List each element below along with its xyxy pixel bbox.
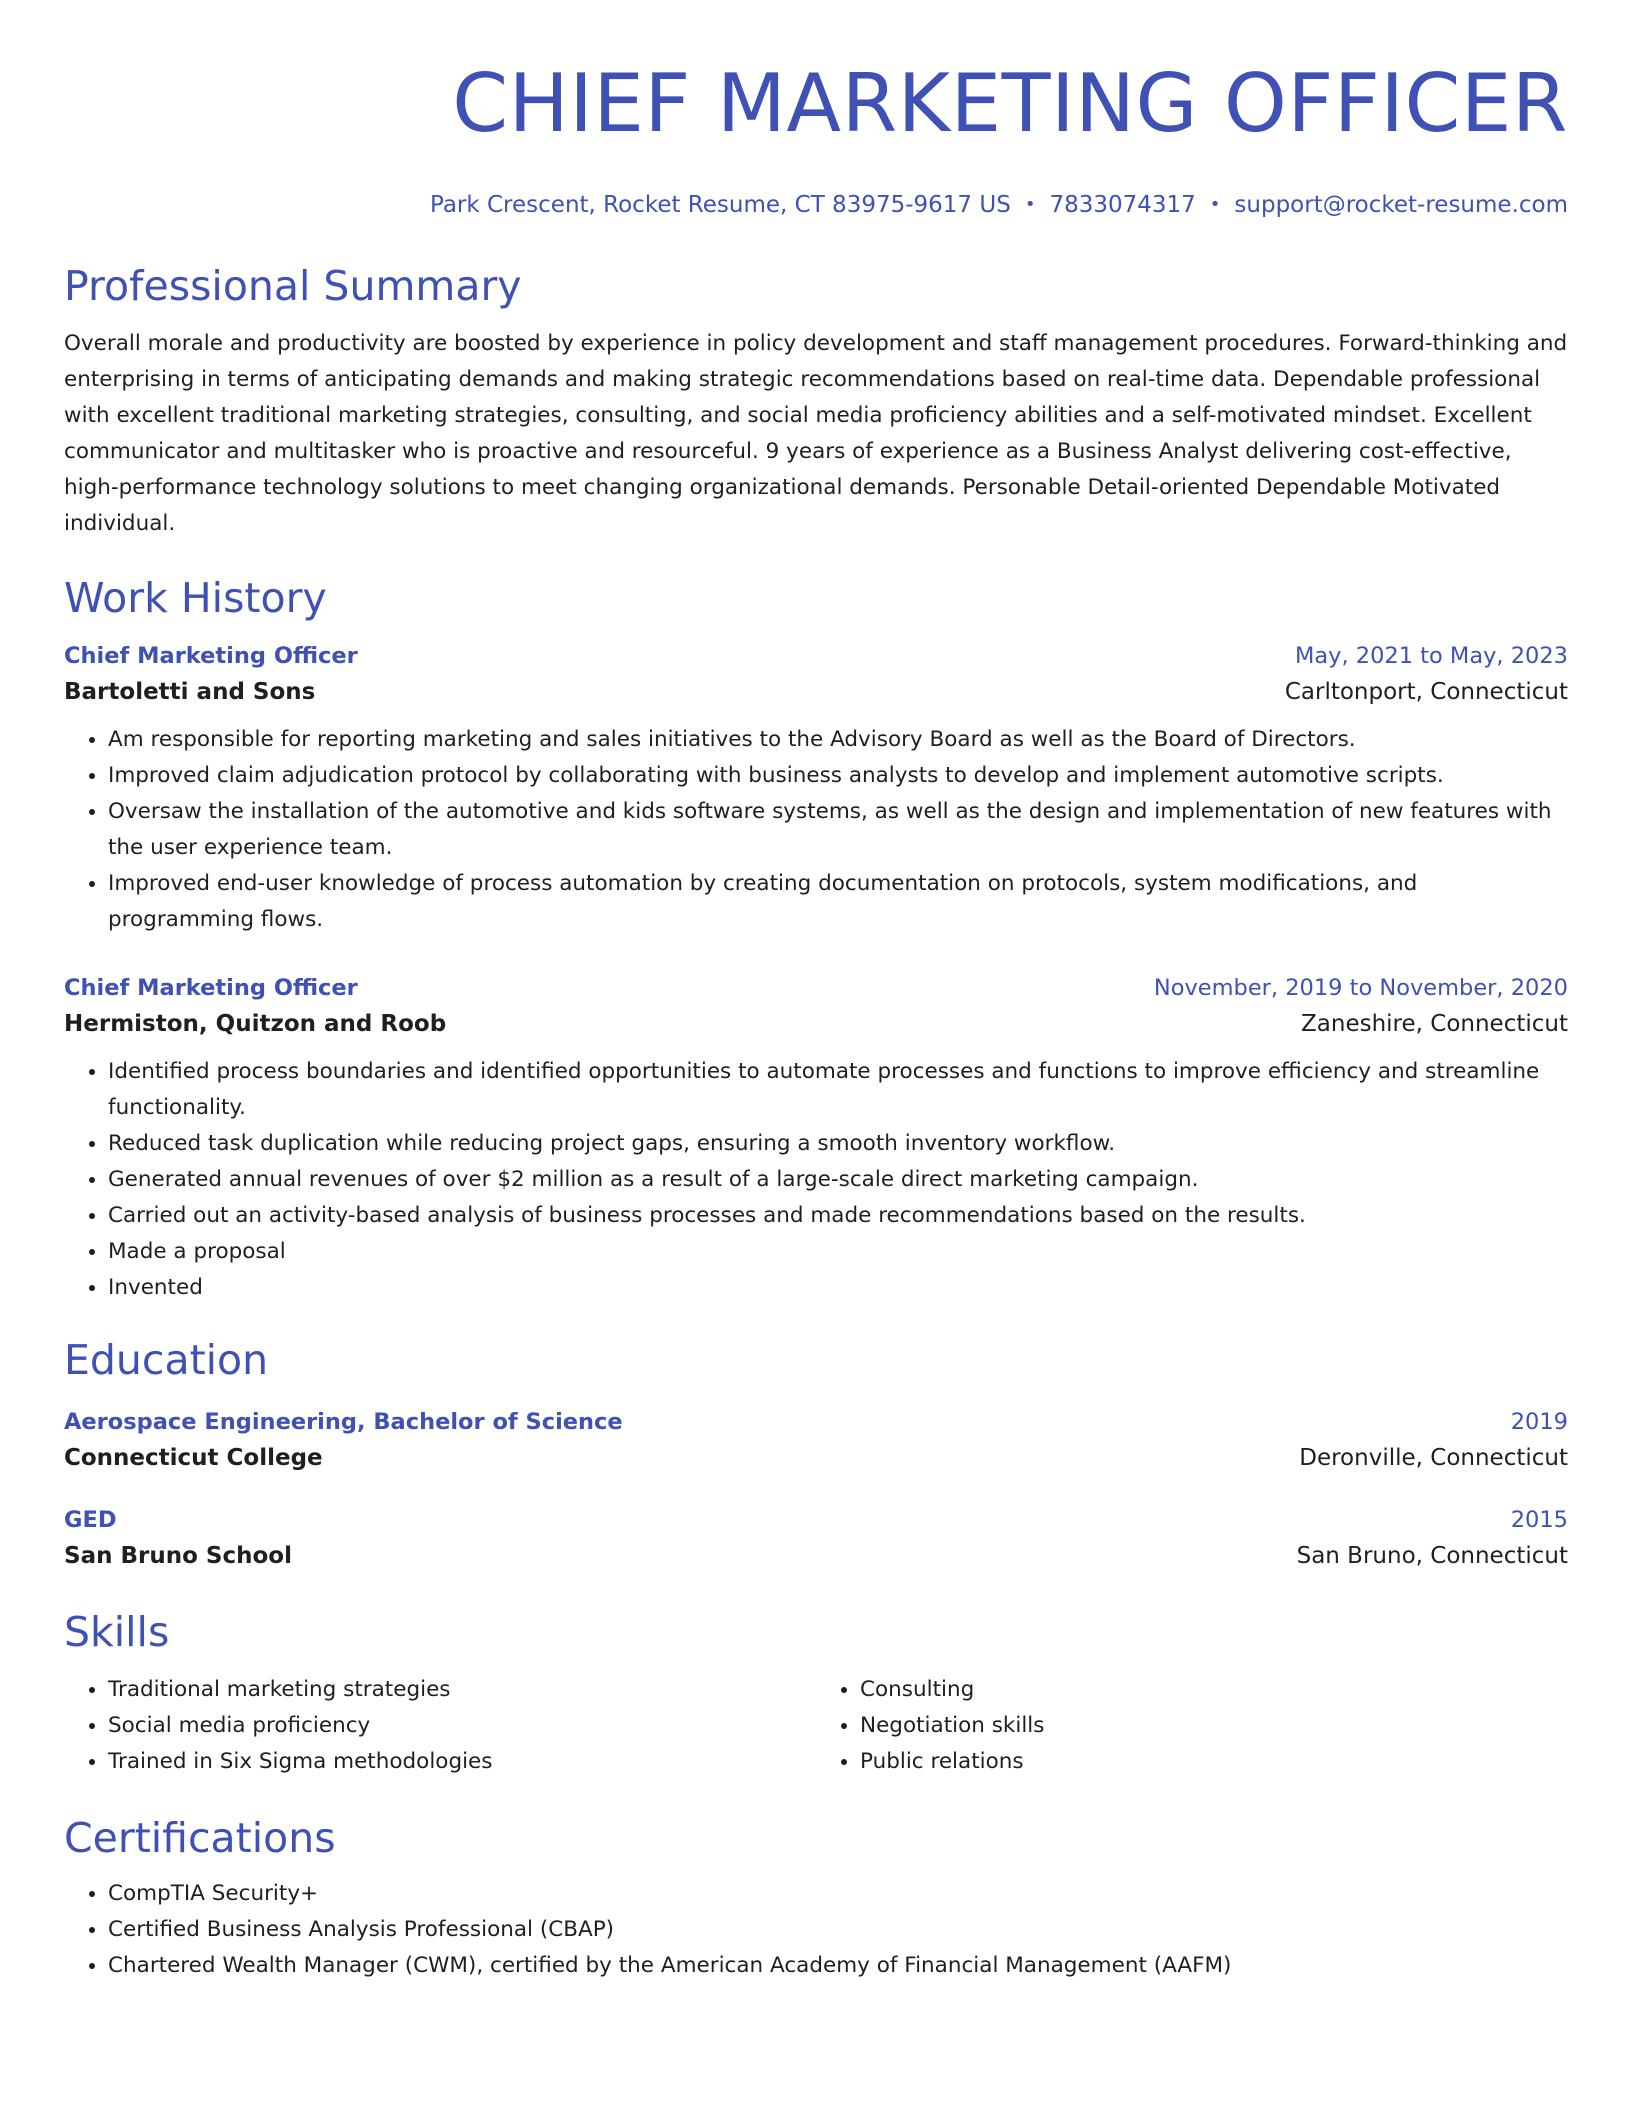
job-bullet: • Generated annual revenues of over $2 million as a result of a large-scale direct marketing campaign. <box>108 1162 1568 1198</box>
contact-separator: • <box>1024 194 1036 215</box>
job-bullet: • Invented <box>108 1270 1568 1306</box>
work-history-heading: Work History <box>64 574 327 622</box>
job-location: Zaneshire, Connecticut <box>1301 1011 1568 1037</box>
job-location: Carltonport, Connecticut <box>1284 679 1568 705</box>
job-bullet: • Made a proposal <box>108 1234 1568 1270</box>
skills-grid <box>64 1672 1568 1780</box>
resume-title: CHIEF MARKETING OFFICER <box>452 57 1568 150</box>
skills-list-right <box>816 1672 1568 1780</box>
job-dates: May, 2021 to May, 2023 <box>1294 643 1568 669</box>
skill-item: • Negotiation skills <box>860 1708 1568 1744</box>
certifications-heading: Certifications <box>64 1814 336 1862</box>
skill-item: • Trained in Six Sigma methodologies <box>108 1744 816 1780</box>
skill-item: • Traditional marketing strategies <box>108 1672 816 1708</box>
job-bullet: • Am responsible for reporting marketing and sales initiatives to the Advisory Board as well as the Board of Directors. <box>108 722 1568 758</box>
job-entry <box>64 972 1568 1306</box>
education-year: 2015 <box>1510 1507 1568 1533</box>
contact-phone: 7833074317 <box>1049 192 1196 218</box>
education-school: San Bruno School <box>64 1543 292 1569</box>
job-dates: November, 2019 to November, 2020 <box>1153 975 1568 1001</box>
contact-separator: • <box>1209 194 1221 215</box>
summary-heading: Professional Summary <box>64 262 522 310</box>
job-role: Chief Marketing Officer <box>64 975 358 1001</box>
education-year: 2019 <box>1510 1409 1568 1435</box>
education-degree: GED <box>64 1507 117 1533</box>
job-bullet: • Improved claim adjudication protocol by collaborating with business analysts to develop and implement automotive scripts. <box>108 758 1568 794</box>
summary-text: Overall morale and productivity are boosted by experience in policy development and staff management procedures. Forward-thinking and enterprising in terms of anticipating demands and making strategic recommendations based on real-time data. Dependable professional with excellent traditional marketing strategies, consulting, and social media proficiency abilities and a self-motivated mindset. Excellent communicator and multitasker who is proactive and resourceful. 9 years of experience as a Business Analyst delivering cost-effective, high-performance technology solutions to meet changing organizational demands. Personable Detail-oriented Dependable Motivated individual. <box>64 331 1568 536</box>
certification-item: • CompTIA Security+ <box>108 1876 1568 1912</box>
education-school: Connecticut College <box>64 1445 323 1471</box>
education-entry <box>64 1406 1568 1476</box>
contact-address: Park Crescent, Rocket Resume, CT 83975-9617 US <box>429 192 1011 218</box>
contact-line <box>64 190 1568 220</box>
job-bullet: • Identified process boundaries and identified opportunities to automate processes and functions to improve efficiency and streamline functionality. <box>108 1054 1568 1126</box>
skill-item: • Public relations <box>860 1744 1568 1780</box>
job-bullet-list <box>64 1054 1568 1306</box>
certification-item: • Certified Business Analysis Professional (CBAP) <box>108 1912 1568 1948</box>
skill-item: • Consulting <box>860 1672 1568 1708</box>
education-heading: Education <box>64 1336 269 1384</box>
job-company: Bartoletti and Sons <box>64 679 316 705</box>
job-bullet: • Reduced task duplication while reducing project gaps, ensuring a smooth inventory workflow. <box>108 1126 1568 1162</box>
job-bullet: • Improved end-user knowledge of process automation by creating documentation on protocols, system modifications, and programming flows. <box>108 866 1568 938</box>
skills-list-left <box>64 1672 816 1780</box>
certifications-list <box>64 1876 1568 1984</box>
job-entry <box>64 640 1568 938</box>
job-bullet: • Oversaw the installation of the automotive and kids software systems, as well as the design and implementation of new features with the user experience team. <box>108 794 1568 866</box>
job-company: Hermiston, Quitzon and Roob <box>64 1011 447 1037</box>
education-entry <box>64 1504 1568 1574</box>
contact-email: support@rocket-resume.com <box>1234 192 1568 218</box>
job-role: Chief Marketing Officer <box>64 643 358 669</box>
skill-item: • Social media proficiency <box>108 1708 816 1744</box>
education-degree: Aerospace Engineering, Bachelor of Science <box>64 1409 623 1435</box>
education-location: Deronville, Connecticut <box>1299 1445 1568 1471</box>
job-bullet: • Carried out an activity-based analysis of business processes and made recommendations based on the results. <box>108 1198 1568 1234</box>
job-bullet-list <box>64 722 1568 938</box>
education-location: San Bruno, Connecticut <box>1296 1543 1568 1569</box>
skills-heading: Skills <box>64 1608 170 1656</box>
certification-item: • Chartered Wealth Manager (CWM), certified by the American Academy of Financial Management (AAFM) <box>108 1948 1568 1984</box>
